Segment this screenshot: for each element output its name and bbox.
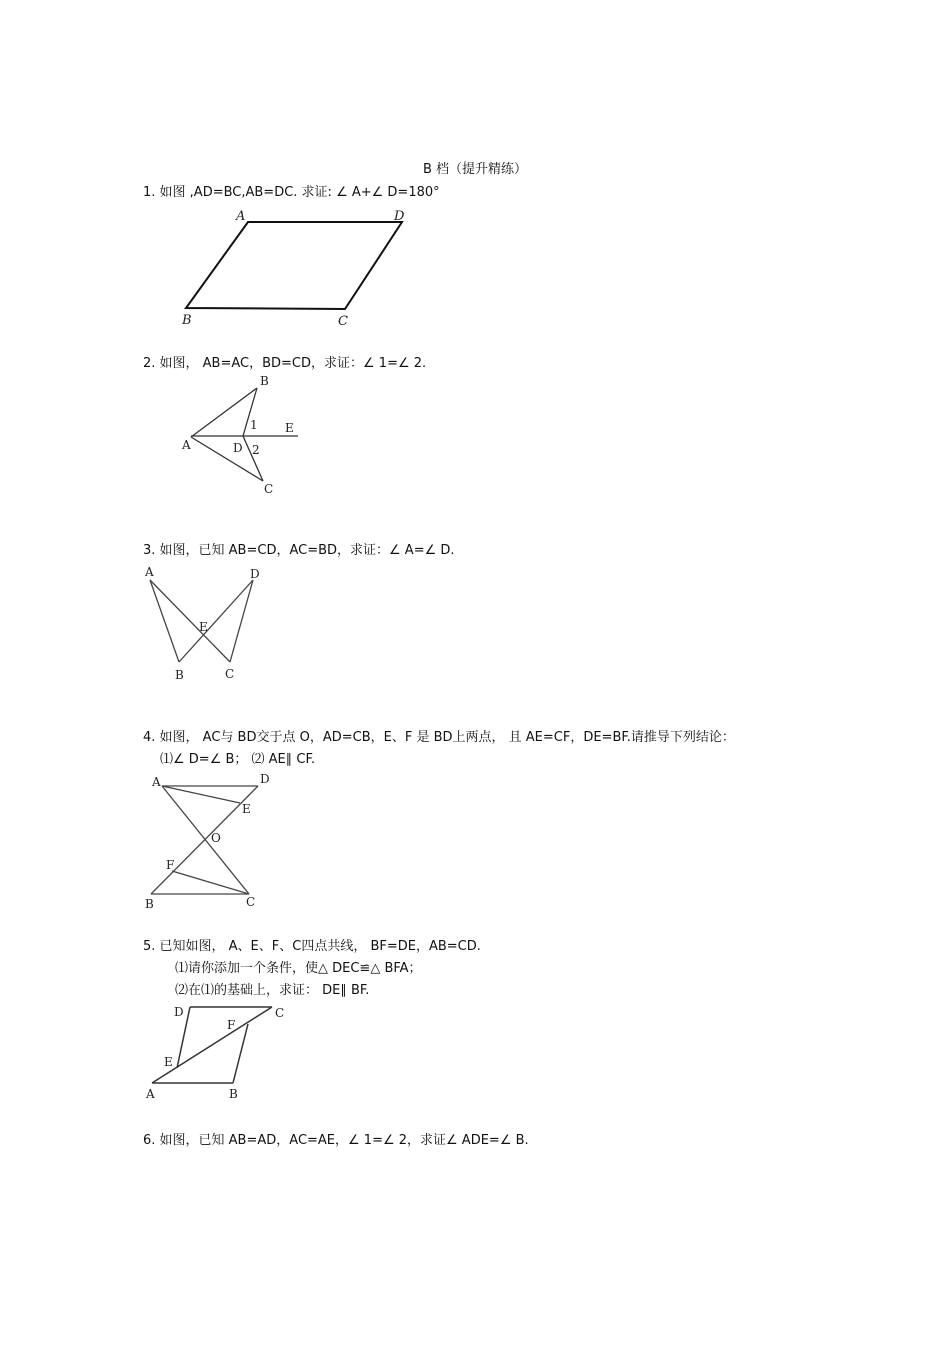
section-title: B 档（提升精练） xyxy=(422,162,528,177)
label-a: A xyxy=(146,1087,155,1101)
label-e: E xyxy=(242,802,251,816)
problem-4-text-line-2: ⑴∠ D=∠ B； ⑵ AE∥ CF. xyxy=(160,752,315,767)
label-a: A xyxy=(182,438,191,452)
label-d: D xyxy=(394,209,405,224)
label-a: A xyxy=(236,209,246,224)
problem-2-text: 2. 如图， AB=AC，BD=CD，求证：∠ 1=∠ 2. xyxy=(143,356,427,371)
problem-1-text: 1. 如图 ,AD=BC,AB=DC. 求证: ∠ A+∠ D=180° xyxy=(143,185,440,200)
segment-ac xyxy=(152,1007,272,1083)
label-e: E xyxy=(285,421,294,435)
problem-6-text: 6. 如图，已知 AB=AD，AC=AE，∠ 1=∠ 2，求证∠ ADE=∠ B. xyxy=(143,1133,529,1148)
label-d: D xyxy=(233,441,243,455)
problem-4-text-line-1: 4. 如图， AC与 BD交于点 O，AD=CB，E、F 是 BD上两点， 且 AE=CF，DE=BF.请推导下列结论： xyxy=(143,730,735,745)
problem-5-text-line-3: ⑵在⑴的基础上，求证： DE∥ BF. xyxy=(175,983,370,998)
label-2: 2 xyxy=(252,443,260,457)
label-c: C xyxy=(338,314,348,329)
label-a: A xyxy=(145,565,154,579)
label-d: D xyxy=(174,1005,184,1019)
label-1: 1 xyxy=(250,418,258,432)
label-e: E xyxy=(164,1055,173,1069)
label-b: B xyxy=(182,313,192,328)
problem-5-text-line-1: 5. 已知如图， A、E、F、C四点共线， BF=DE，AB=CD. xyxy=(143,939,481,954)
label-c: C xyxy=(275,1006,285,1020)
label-c: C xyxy=(225,667,235,681)
segment-bf xyxy=(233,1024,248,1083)
label-c: C xyxy=(246,895,256,909)
label-d: D xyxy=(250,567,260,581)
label-f: F xyxy=(166,858,175,872)
label-f: F xyxy=(227,1018,236,1032)
problem-5-text-line-2: ⑴请你添加一个条件，使△ DEC≌△ BFA； xyxy=(175,961,422,976)
label-b: B xyxy=(145,897,154,911)
label-b: B xyxy=(175,668,184,682)
problem-3-text: 3. 如图，已知 AB=CD，AC=BD，求证：∠ A=∠ D. xyxy=(143,543,455,558)
label-o: O xyxy=(211,831,221,845)
label-b: B xyxy=(229,1087,238,1101)
label-d: D xyxy=(260,772,270,786)
label-a: A xyxy=(152,775,161,789)
label-e: E xyxy=(199,620,208,634)
label-c: C xyxy=(264,482,274,496)
label-b: B xyxy=(260,374,269,388)
